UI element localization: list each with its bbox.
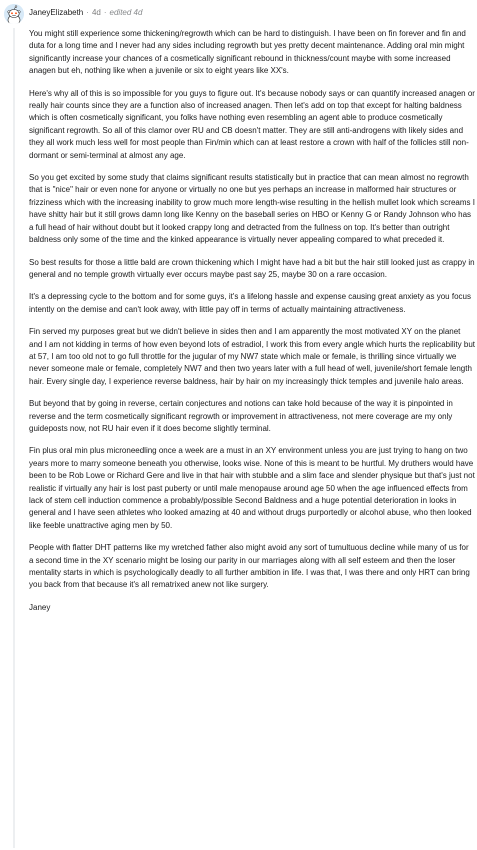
comment-body: [29, 28, 475, 624]
meta-separator: ·: [103, 8, 107, 17]
comment-paragraph: It's a depressing cycle to the bottom and for some guys, it's a lifelong hassle and expense causing great anxiety as you focus intently on the demise and can't look away, with little pay off in terms of actually maintaining attractiveness.: [29, 292, 471, 314]
comment-paragraph: Here's why all of this is so impossible for you guys to figure out. It's because nobody says or can quantify increased anagen or really hair counts since they are a function also of increased anagen. Then let's add on top that except for halting baldness which is often cosmetically significant, you folks have nothing even resembling an agent able to produce cosmetically significant regrowth. So all of this clamor over RU and CB doesn't matter. They are still anti-androgens with likely sides and they all work much less well for most people than Fin/min which can at least restore a crown with half of the follicles still non-dormant or semi-terminal at almost any age.: [29, 88, 475, 160]
comment-paragraph: So you get excited by some study that claims significant results statistically but in practice that can mean almost no regrowth that is "nice" hair or even none for anyone or virtually no one but yes perhaps an increase in malformed hair structures or frizziness which with the increasing inability to grow much more length-wise resulting in the hellish mullet look which screams I have shitty hair but it still grows damn long like Kenny on the baseball series on HBO or Kenny G or Randy Johnson who has a full head of hair without doubt but it looked crappy long and detracted from the fullness on top. It's better than outright baldness only some of the time and the kinked appearance is virtually never appealing compared to what preceded it.: [29, 173, 475, 245]
comment-header: [0, 0, 477, 26]
username-link[interactable]: JaneyElizabeth: [29, 8, 84, 17]
avatar[interactable]: [4, 4, 24, 24]
timestamp-link[interactable]: 4d: [91, 8, 101, 17]
meta-separator: ·: [86, 8, 89, 17]
comment-meta: [29, 8, 142, 18]
comment-paragraph: So best results for those a little bald are crown thickening which I might have had a bit but the hair still looked just as crappy in general and no temple growth virtually ever occurs maybe past say 25, maybe 30 on a rare occasion.: [29, 257, 475, 279]
comment-paragraph: Fin served my purposes great but we didn't believe in sides then and I am apparently the most motivated XY on the planet and I am not kidding in terms of how even beyond lots of estradiol, I work this from every angle which hurts the replicability but at 57, I am too old not to go full throttle for the jugular of my NW7 state which male or female, is thrilling since virtually we never someone male or female, completely NW7 and then two years later with a full head of well, juvenile/short female length hair. Every single day, I experience reverse baldness, hair by hair on my increasingly thick temples and juvenile halo areas.: [29, 327, 475, 386]
comment-signature: Janey: [29, 602, 51, 612]
comment-paragraph: But beyond that by going in reverse, certain conjectures and notions can take hold because of the way it is pinpointed in reverse and the term cosmetically significant regrowth or improvement in attractiveness, not mere coverage are my only guideposts now, not RU hair even if it does become slightly terminal.: [29, 399, 453, 433]
comment-paragraph: Fin plus oral min plus microneedling once a week are a must in an XY environment unless you are just trying to hang on two years more to marry someone beneath you otherwise, looks wise. None of this is meant to be hurtful. My druthers would have been to be Rob Lowe or Richard Gere and live in that hair with stubble and a slim face and slender physique but that's just not realistic if virtually any hair is lost past puberty or until male menopause around age 50 when the age influenced effects from lack of stem cell induction commence a probably/possible Second Baldness and a huge potential deterioration in looks in general and I have seen athletes who looked amazing at 40 and without drugs purportedly or alcohol abuse, who then looked like feeble unattractive aging men by 50.: [29, 446, 475, 530]
thread-collapse-line[interactable]: [13, 28, 15, 848]
snoo-avatar-icon: [4, 4, 24, 24]
comment-paragraph: You might still experience some thickening/regrowth which can be hard to distinguish. I have been on fin forever and fin and duta for a long time and I never had any sides including regrowth but yes pretty decent maintenance. Adding oral min might significantly increase your chances of a cosmetically significant rebound in thickness/count maybe with some increased anagen but eh, nothing like when a juvenile or six to eight years like XX's.: [29, 29, 466, 76]
comment-paragraph: People with flatter DHT patterns like my wretched father also might avoid any sort of tumultuous decline while many of us for a second time in the XY scenario might be losing our parity in our marriages along with all self esteem and then the loser mentality starts in which is psychologically deadly to all further ambition in life. I was that, I was there and only HRT can bring you back from that because it's all rematrixed anew not like surgery.: [29, 543, 470, 590]
edited-label: edited 4d: [109, 8, 143, 17]
